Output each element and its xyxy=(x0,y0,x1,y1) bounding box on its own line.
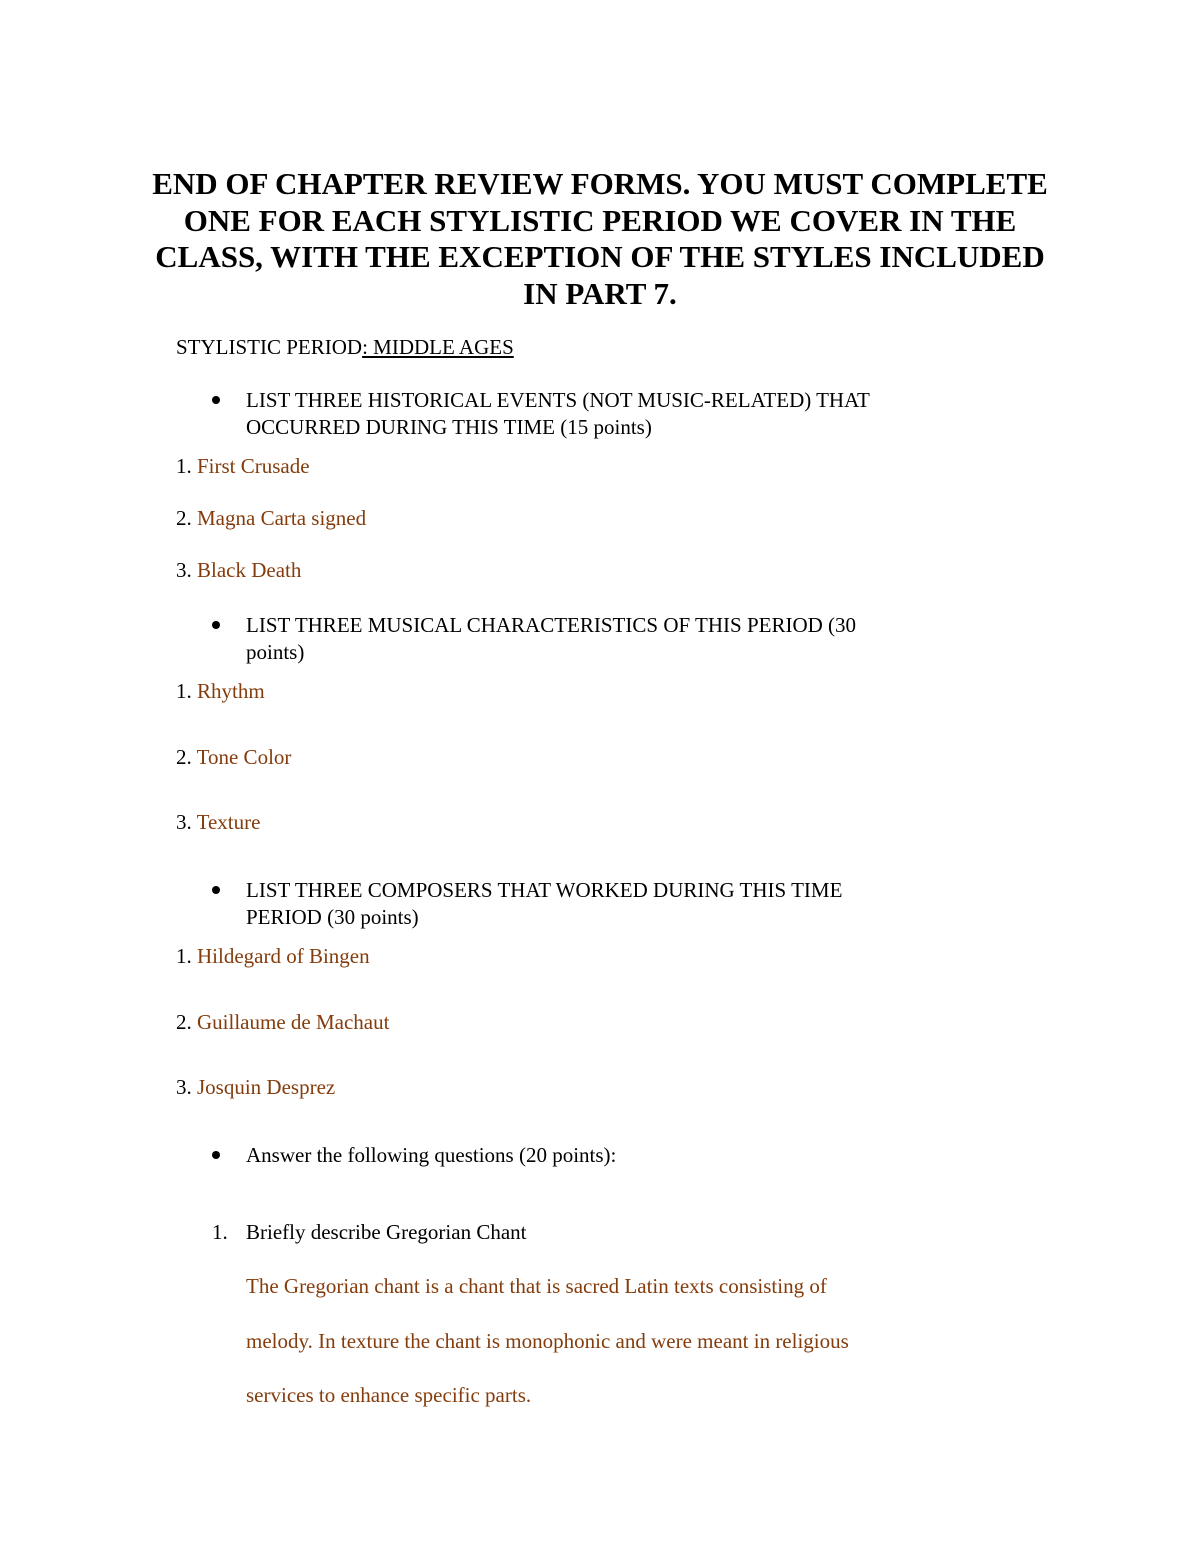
answer-item: 1. Rhythm xyxy=(176,679,265,703)
section-prompt: LIST THREE MUSICAL CHARACTERISTICS OF THIS PERIOD (30 xyxy=(246,613,857,637)
answer-item: 3. Josquin Desprez xyxy=(176,1075,336,1099)
answer-item: 1. Hildegard of Bingen xyxy=(176,944,370,968)
question-text: Briefly describe Gregorian Chant xyxy=(246,1220,527,1244)
answer-text: First Crusade xyxy=(197,454,310,478)
answer-item: 2. Magna Carta signed xyxy=(176,506,367,530)
answer-item: 1. First Crusade xyxy=(176,454,310,478)
bullet-icon xyxy=(212,396,220,404)
answer-item: 3. Texture xyxy=(176,810,261,834)
stylistic-period-label: STYLISTIC PERIOD xyxy=(176,335,363,359)
question-answer-line: The Gregorian chant is a chant that is sacred Latin texts consisting of xyxy=(246,1274,827,1298)
question-answer-line: melody. In texture the chant is monophonic and were meant in religious xyxy=(246,1329,849,1353)
answer-text: Rhythm xyxy=(197,679,265,703)
question-answer-line: services to enhance specific parts. xyxy=(246,1383,532,1407)
section-prompt: OCCURRED DURING THIS TIME (15 points) xyxy=(246,415,652,439)
section-prompt: PERIOD (30 points) xyxy=(246,905,419,929)
question-number: 1. xyxy=(212,1220,228,1244)
answer-text: Guillaume de Machaut xyxy=(197,1010,390,1034)
section-prompt: LIST THREE HISTORICAL EVENTS (NOT MUSIC-RELATED) THAT xyxy=(246,388,870,412)
answer-text: Josquin Desprez xyxy=(197,1075,336,1099)
stylistic-period xyxy=(176,333,514,361)
stylistic-period-value: : MIDDLE AGES xyxy=(362,335,514,359)
answer-text: Magna Carta signed xyxy=(197,506,367,530)
section-prompt: LIST THREE COMPOSERS THAT WORKED DURING THIS TIME xyxy=(246,878,843,902)
answer-text: Texture xyxy=(196,810,261,834)
answer-item: 2. Guillaume de Machaut xyxy=(176,1010,390,1034)
answer-item: 2. Tone Color xyxy=(176,745,292,769)
bullet-icon xyxy=(212,621,220,629)
section-prompt: points) xyxy=(246,640,305,664)
answer-text: Hildegard of Bingen xyxy=(197,944,370,968)
bullet-icon xyxy=(212,886,220,894)
bullet-icon xyxy=(212,1151,220,1159)
section-prompt: Answer the following questions (20 points): xyxy=(246,1143,617,1167)
answer-text: Black Death xyxy=(197,558,302,582)
answer-text: Tone Color xyxy=(196,745,292,769)
page-title: END OF CHAPTER REVIEW FORMS. YOU MUST COMPLETE ONE FOR EACH STYLISTIC PERIOD WE COVER IN THE CLASS, WITH THE EXCEPTION OF THE STYLES INCLUDED IN PART 7. xyxy=(152,166,1048,311)
answer-item: 3. Black Death xyxy=(176,558,302,582)
